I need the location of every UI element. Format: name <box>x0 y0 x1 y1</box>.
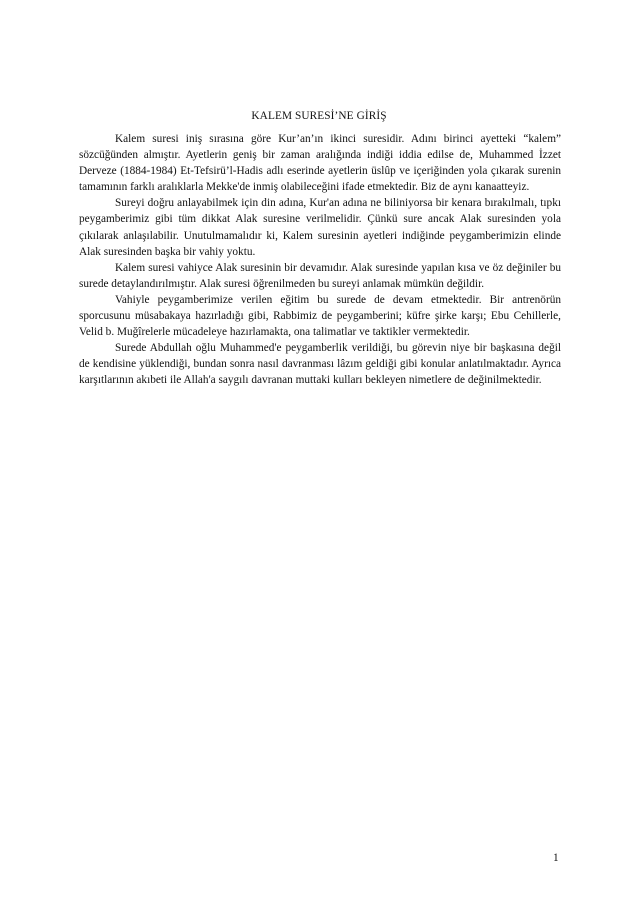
paragraph: Surede Abdullah oğlu Muhammed'e peygamberlik verildiği, bu görevin niye bir başkasına değil de kendisine yüklendiği, bundan sonra nasıl davranması lâzım geldiği gibi konular anlatılmaktadır. Ayrıca karşıtlarının akıbeti ile Allah'a saygılı davranan muttaki kulları bekleyen nimetlere de değinilmektedir. <box>79 342 561 387</box>
paragraph: Kalem suresi iniş sırasına göre Kur’an’ın ikinci suresidir. Adını birinci ayetteki “kalem” sözcüğünden almıştır. Ayetlerin geniş bir zaman aralığında indiği iddia edilse de, Muhammed İzzet Derveze (1884-1984) Et-Tefsirü’l-Hadis adlı eserinde ayetlerin üslûp ve içeriğinden yola çıkarak surenin tamamının farklı aralıklarla Mekke'de inmiş olabileceğini ifade etmektedir. Biz de aynı kanaatteyiz. <box>79 133 561 194</box>
document-body <box>79 131 561 389</box>
paragraph: Sureyi doğru anlayabilmek için din adına, Kur'an adına ne biliniyorsa bir kenara bırakılmalı, tıpkı peygamberimiz gibi tüm dikkat Alak suresine verilmelidir. Çünkü sure ancak Alak suresinden yola çıkılarak anlaşılabilir. Unutulmamalıdır ki, Kalem suresinin ayetleri indiğinde peygamberimizin elinde Alak suresinden başka bir vahiy yoktu. <box>79 197 561 258</box>
document-title: KALEM SURESİ’NE GİRİŞ <box>251 110 387 122</box>
paragraph: Kalem suresi vahiyce Alak suresinin bir devamıdır. Alak suresinde yapılan kısa ve öz değiniler bu surede detaylandırılmıştır. Alak suresi öğrenilmeden bu sureyi anlamak mümkün değildir. <box>79 261 561 290</box>
paragraph: Vahiyle peygamberimize verilen eğitim bu surede de devam etmektedir. Bir antrenörün sporcusunu müsabakaya hazırladığı gibi, Rabbimiz de peygamberini; küfre şirke karşı; Ebu Cehillerle, Velid b. Muğîrelerle mücadeleye hazırlamakta, ona talimatlar ve taktikler vermektedir. <box>79 293 561 339</box>
page-number: 1 <box>553 852 559 864</box>
